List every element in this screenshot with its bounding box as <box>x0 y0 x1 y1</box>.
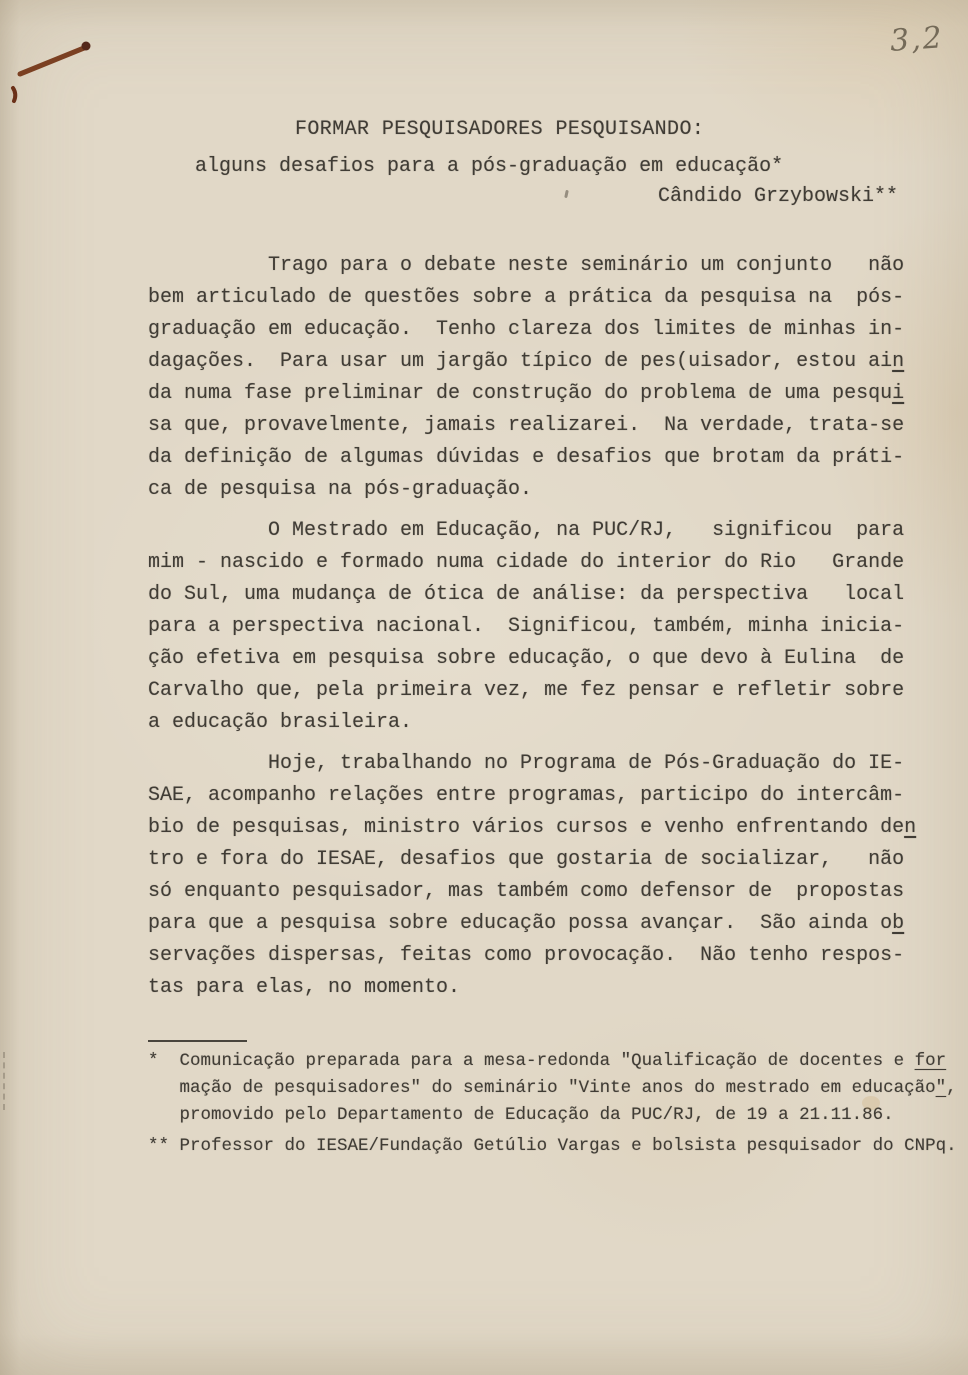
text-line: ção efetiva em pesquisa sobre educação, o que devo à Eulina de <box>148 647 905 670</box>
paragraph <box>148 515 918 739</box>
text-line: Trago para o debate neste seminário um conjunto não <box>148 254 905 277</box>
text-line: graduação em educação. Tenho clareza dos limites de minhas in- <box>148 318 905 341</box>
scan-edge-artifact <box>3 1052 5 1110</box>
text-line: só enquanto pesquisador, mas também como defensor de propostas <box>148 880 905 903</box>
footnote-item <box>148 1133 958 1160</box>
text-line: ca de pesquisa na pós-graduação. <box>148 478 533 501</box>
footnote-item <box>148 1048 958 1129</box>
footnotes-section <box>148 1048 958 1160</box>
text-line: sa que, provavelmente, jamais realizarei. Na verdade, trata-se <box>148 414 905 437</box>
text-line: da definição de algumas dúvidas e desafios que brotam da práti- <box>148 446 905 469</box>
text-line: para a perspectiva nacional. Significou, também, minha inicia- <box>148 615 905 638</box>
paper-stain <box>862 1096 880 1110</box>
footnote-separator-rule <box>148 1040 247 1042</box>
text-line: * Comunicação preparada para a mesa-redonda "Qualificação de docentes e for <box>148 1051 947 1071</box>
text-line: Hoje, trabalhando no Programa de Pós-Graduação do IE- <box>148 752 905 775</box>
text-line: SAE, acompanho relações entre programas, participo do intercâm- <box>148 784 905 807</box>
author-name: Cândido Grzybowski** <box>658 185 899 208</box>
stray-ink-speck <box>564 190 569 198</box>
pen-stroke-mark <box>6 36 116 116</box>
text-line: bio de pesquisas, ministro vários cursos e venho enfrentando den <box>148 816 917 839</box>
text-line: para que a pesquisa sobre educação possa avançar. São ainda ob <box>148 912 905 935</box>
text-line: dagações. Para usar um jargão típico de pes(uisador, estou ain <box>148 350 905 373</box>
text-line: promovido pelo Departamento de Educação da PUC/RJ, de 19 a 21.11.86. <box>148 1105 894 1125</box>
text-line: a educação brasileira. <box>148 711 413 734</box>
paragraph <box>148 250 918 506</box>
document-body <box>148 250 918 1004</box>
paragraph <box>148 748 918 1004</box>
text-line: do Sul, uma mudança de ótica de análise: da perspectiva local <box>148 583 905 606</box>
text-line: mação de pesquisadores" do seminário "Vinte anos do mestrado em educação", <box>148 1078 957 1098</box>
text-line: bem articulado de questões sobre a prática da pesquisa na pós- <box>148 286 905 309</box>
text-line: Carvalho que, pela primeira vez, me fez pensar e refletir sobre <box>148 679 905 702</box>
text-line: ** Professor do IESAE/Fundação Getúlio Vargas e bolsista pesquisador do CNPq. <box>148 1136 957 1156</box>
handwritten-page-number: 3,2 <box>888 20 945 59</box>
text-line: tas para elas, no momento. <box>148 976 461 999</box>
text-line: servações dispersas, feitas como provocação. Não tenho respos- <box>148 944 905 967</box>
text-line: da numa fase preliminar de construção do problema de uma pesqui <box>148 382 905 405</box>
document-subtitle: alguns desafios para a pós-graduação em educação* <box>195 155 784 178</box>
document-title: FORMAR PESQUISADORES PESQUISANDO: <box>295 118 705 141</box>
text-line: O Mestrado em Educação, na PUC/RJ, significou para <box>148 519 905 542</box>
text-line: tro e fora do IESAE, desafios que gostaria de socializar, não <box>148 848 905 871</box>
text-line: mim - nascido e formado numa cidade do interior do Rio Grande <box>148 551 905 574</box>
